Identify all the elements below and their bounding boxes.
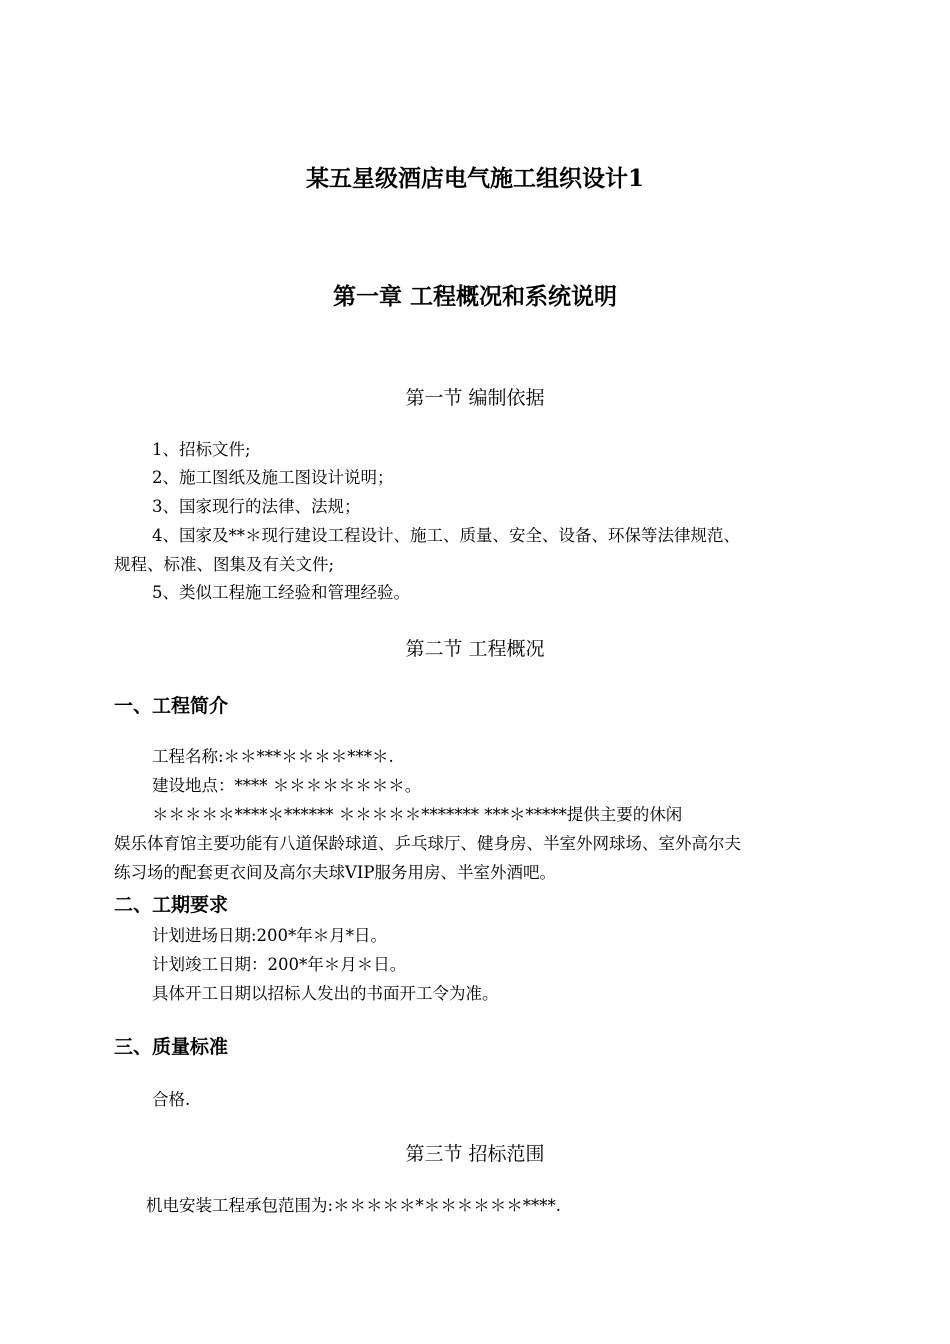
section-title-3: 第三节 招标范围 <box>405 1143 545 1165</box>
list-item: 4、国家及**＊现行建设工程设计、施工、质量、安全、设备、环保等法律规范、 <box>152 526 740 545</box>
list-item: 2、施工图纸及施工图设计说明； <box>152 468 394 487</box>
subheading-schedule: 二、工期要求 <box>114 894 229 916</box>
list-item: 5、类似工程施工经验和管理经验。 <box>152 583 410 602</box>
paragraph-line: 娱乐体育馆主要功能有八道保龄球道、乒乓球厅、健身房、半室外网球场、室外高尔夫 <box>114 834 741 853</box>
paragraph-line: 合格. <box>152 1090 191 1109</box>
chapter-title: 第一章 工程概况和系统说明 <box>332 283 617 310</box>
document-title: 某五星级酒店电气施工组织设计1 <box>305 165 644 192</box>
paragraph-line: 具体开工日期以招标人发出的书面开工令为准。 <box>152 984 499 1003</box>
paragraph-line: 计划进场日期:200*年＊月*日。 <box>152 926 388 945</box>
paragraph-line: 练习场的配套更衣间及高尔夫球VIP服务用房、半室外酒吧。 <box>114 863 557 882</box>
section-title-1: 第一节 编制依据 <box>405 387 545 409</box>
paragraph-line: 工程名称:＊＊***＊＊＊＊***＊. <box>152 747 394 766</box>
subheading-project-intro: 一、工程简介 <box>114 695 229 717</box>
paragraph-line: 计划竣工日期：200*年＊月＊日。 <box>152 955 407 974</box>
paragraph-line: 机电安装工程承包范围为:＊＊＊＊＊*＊＊＊＊＊＊****. <box>146 1196 562 1215</box>
paragraph-line: ＊＊＊＊＊****＊****** ＊＊＊＊＊******* ***＊*****提供主要的休闲 <box>152 805 683 824</box>
section-title-2: 第二节 工程概况 <box>405 638 545 660</box>
paragraph-line: 建设地点：**** ＊＊＊＊＊＊＊＊。 <box>152 776 422 795</box>
list-item-continuation: 规程、标准、图集及有关文件; <box>114 555 335 574</box>
list-item: 1、招标文件; <box>152 440 251 459</box>
subheading-quality: 三、质量标准 <box>114 1036 229 1058</box>
list-item: 3、国家现行的法律、法规； <box>152 497 361 516</box>
